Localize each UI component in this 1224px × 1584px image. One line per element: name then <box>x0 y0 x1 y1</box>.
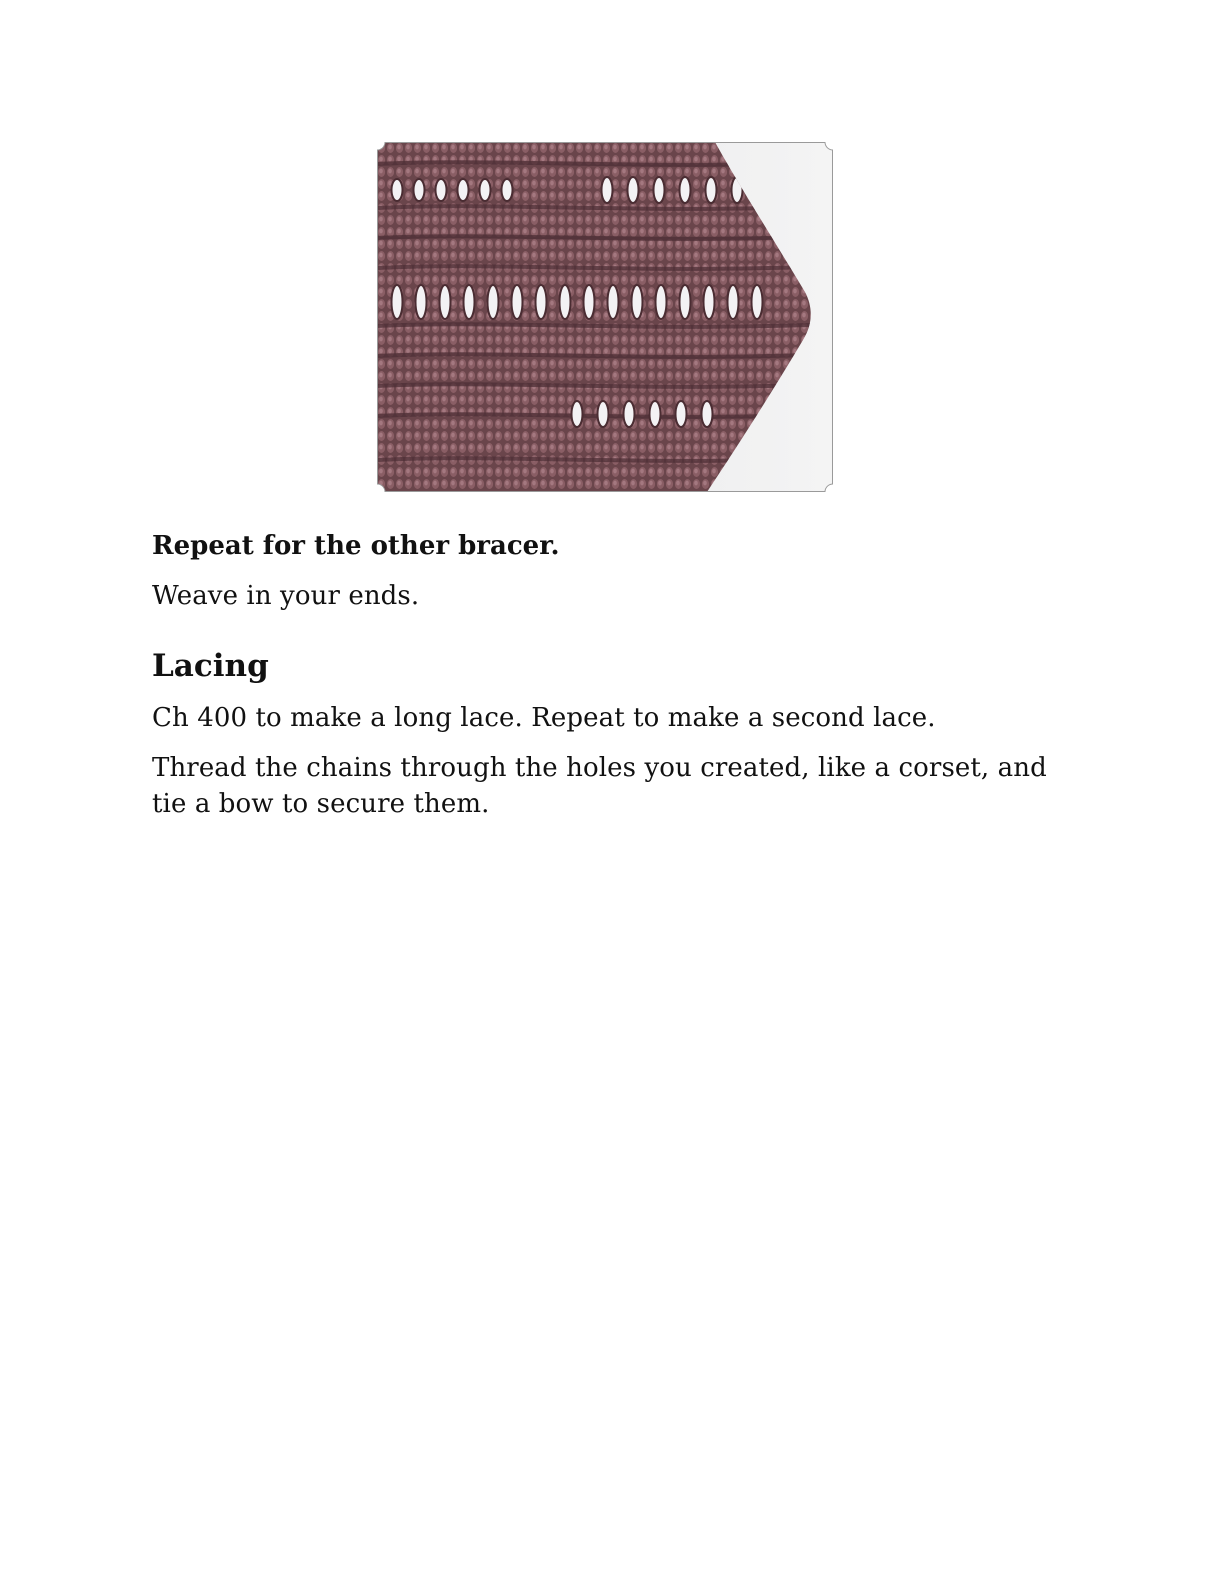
eyelet-hole <box>704 285 715 319</box>
crochet-swatch-photo <box>377 142 833 492</box>
eyelet-hole <box>632 285 643 319</box>
weave-instruction: Weave in your ends. <box>152 581 420 611</box>
eyelet-hole <box>752 285 763 319</box>
eyelet-hole <box>502 179 513 201</box>
eyelet-hole <box>458 179 469 201</box>
lacing-heading: Lacing <box>152 648 269 684</box>
eyelet-hole <box>436 179 447 201</box>
lacing-step-1: Ch 400 to make a long lace. Repeat to make a second lace. <box>152 703 936 733</box>
eyelet-hole <box>680 177 691 203</box>
eyelet-hole <box>602 177 613 203</box>
eyelet-hole <box>392 179 403 201</box>
eyelet-hole <box>728 285 739 319</box>
eyelet-hole <box>584 285 595 319</box>
eyelet-hole <box>464 285 475 319</box>
eyelet-hole <box>488 285 499 319</box>
eyelet-hole <box>676 401 687 427</box>
eyelet-hole <box>572 401 583 427</box>
eyelet-hole <box>628 177 639 203</box>
eyelet-hole <box>440 285 451 319</box>
eyelet-hole <box>414 179 425 201</box>
eyelet-hole <box>680 285 691 319</box>
eyelet-hole <box>598 401 609 427</box>
eyelet-hole <box>702 401 713 427</box>
eyelet-hole <box>654 177 665 203</box>
eyelet-hole <box>416 285 427 319</box>
instructions <box>152 528 1052 836</box>
eyelet-hole <box>392 285 403 319</box>
eyelet-hole <box>480 179 491 201</box>
eyelet-hole <box>624 401 635 427</box>
eyelet-hole <box>650 401 661 427</box>
repeat-instruction: Repeat for the other bracer. <box>152 531 560 561</box>
eyelet-hole <box>560 285 571 319</box>
eyelet-hole <box>706 177 717 203</box>
eyelet-hole <box>608 285 619 319</box>
eyelet-hole <box>656 285 667 319</box>
eyelet-hole <box>536 285 547 319</box>
eyelet-hole <box>512 285 523 319</box>
lacing-step-2: Thread the chains through the holes you created, like a corset, and tie a bow to secure them. <box>152 753 1047 819</box>
